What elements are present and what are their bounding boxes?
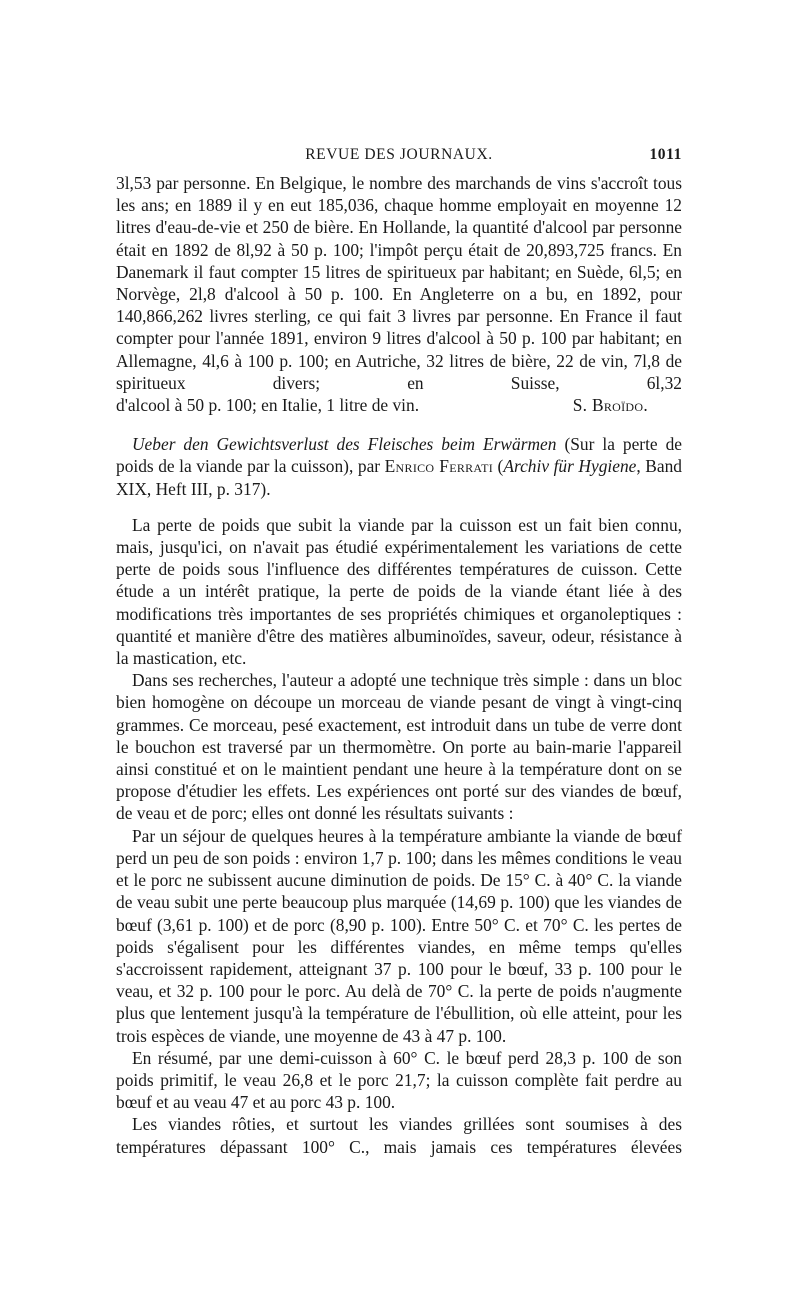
article1-paragraph: 3l,53 par personne. En Belgique, le nombre des marchands de vins s'accroît tous les ans; en 1889 il y en eut 185,036, chaque homme employait en moyenne 12 litres d'eau-de-vie et 250 de bière. En Hollande, la quantité d'alcool par personne était en 1892 de 8l,92 à 50 p. 100; l'impôt perçu était de 20,893,725 francs. En Danemark il faut compter 15 litres de spiritueux par habitant; en Suède, 6l,5; en Norvège, 2l,8 d'alcool à 50 p. 100. En Angleterre on a bu, en 1892, pour 140,866,262 livres sterling, ce qui fait 3 livres par personne. En France il faut compter pour l'année 1891, environ 9 litres d'alcool à 50 p. 100 par habitant; en Allemagne, 4l,6 à 100 p. 100; en Autriche, 32 litres de bière, 22 de vin, 7l,8 de spiritueux divers; en Suisse, 6l,32 [116,173,682,393]
running-header [116,146,682,172]
source-reference: , Band XIX, Heft III, p. 317). [116,456,682,499]
body-paragraph: La perte de poids que subit la viande par la cuisson est un fait bien connu, mais, jusqu'ici, on n'avait pas étudié expérimentalement les variations de cette perte de poids sous l'influence des différentes températures de cuisson. Cette étude a un intérêt pratique, la perte de poids de la viande étant liée à des modifications très importantes de ses propriétés chimiques et organoleptiques : quantité et manière d'être des matières albuminoïdes, saveur, odeur, résistance à la mastication, etc. [116,514,682,669]
author-signature: S. Broïdo. [572,395,648,416]
body-paragraph: Par un séjour de quelques heures à la température ambiante la viande de bœuf perd un peu de son poids : environ 1,7 p. 100; dans les mêmes conditions le veau et le porc ne subissent aucune diminution de poids. De 15° C. à 40° C. la viande de veau subit une perte beaucoup plus marquée (14,69 p. 100) que les viandes de bœuf (3,61 p. 100) et de porc (8,90 p. 100). Entre 50° C. et 70° C. les pertes de poids s'égalisent pour les différentes viandes, en même temps qu'elles s'accroissent rapidement, atteignant 37 p. 100 pour le bœuf, 33 p. 100 pour le veau, et 32 p. 100 pour le porc. Au delà de 70° C. la perte de poids n'augmente plus que lentement jusqu'à la température de l'ébullition, où elle atteint, pour les trois espèces de viande, une moyenne de 43 à 47 p. 100. [116,825,682,1046]
source-journal: Archiv für Hygiene [503,456,637,477]
body-paragraph: En résumé, par une demi-cuisson à 60° C. le bœuf perd 28,3 p. 100 de son poids primitif, le veau 26,8 et le porc 21,7; la cuisson complète fait perdre au bœuf et au veau 47 et au porc 43 p. 100. [116,1047,682,1113]
document-page [116,146,682,1158]
article-author: Enrico Ferrati [384,456,493,477]
source-open-paren: ( [497,456,504,477]
running-title: REVUE DES JOURNAUX. [305,146,493,163]
article-title-german: Ueber den Gewichtsverlust des Fleisches beim Erwärmen [132,434,557,455]
page-number: 1011 [649,146,682,163]
body-paragraph: Les viandes rôties, et surtout les viandes grillées sont soumises à des températures dépassant 100° C., mais jamais ces températures élevées [116,1114,682,1157]
article1-closing-line [116,394,682,416]
article1-last-line: d'alcool à 50 p. 100; en Italie, 1 litre de vin. [116,395,420,416]
body-paragraph: Dans ses recherches, l'auteur a adopté une technique très simple : dans un bloc bien homogène on découpe un morceau de viande pesant de vingt à vingt-cinq grammes. Ce morceau, pesé exactement, est introduit dans un tube de verre dont le bouchon est traversé par un thermomètre. On porte au bain-marie l'appareil ainsi constitué et on le maintient pendant une heure à la température dont on se propose d'étudier les effets. Les expériences ont porté sur des viandes de bœuf, de veau et de porc; elles ont donné les résultats suivants : [116,670,682,824]
article-title-french: (Sur la perte de poids de la viande par la cuisson), par [116,434,683,477]
article2-title-block [116,433,682,500]
